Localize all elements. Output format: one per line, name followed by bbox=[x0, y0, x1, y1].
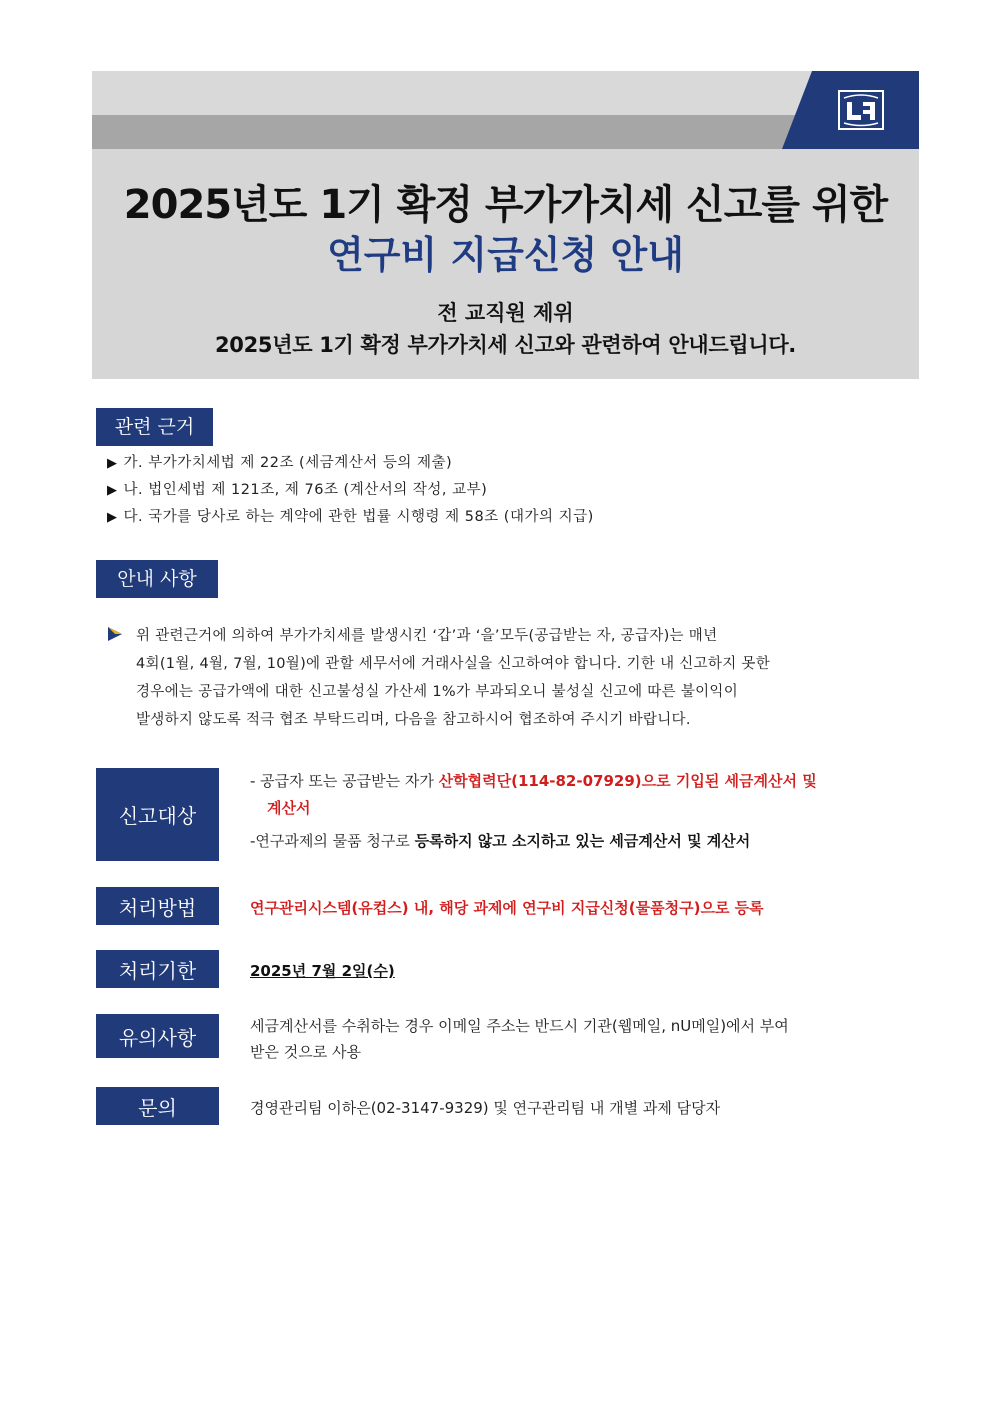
label-caution: 유의사항 bbox=[96, 1014, 219, 1058]
target-line1-cont: 계산서 bbox=[267, 799, 311, 817]
target-line1: - 공급자 또는 공급받는 자가 산학협력단(114-82-07929)으로 기입된 세금계산서 및 bbox=[250, 772, 817, 790]
caution-line1: 세금계산서를 수취하는 경우 이메일 주소는 반드시 기관(웹메일, nU메일)에서 부여 bbox=[250, 1017, 789, 1035]
intro-text: 2025년도 1기 확정 부가가치세 신고와 관련하여 안내드립니다. bbox=[215, 333, 796, 357]
page-title-highlight: 연구비 지급신청 안내 bbox=[327, 233, 684, 277]
header-banner bbox=[92, 71, 919, 379]
label-report-target: 신고대상 bbox=[96, 768, 219, 861]
notice-paragraph: 위 관련근거에 의하여 부가가치세를 발생시킨 ‘갑’과 ‘을’모두(공급받는 자, 공급자)는 매년 4회(1월, 4월, 7월, 10월)에 관할 세무서에 거래사실을 신고하여야 합니다. 기한 내 신고하지 못한 경우에는 공급가액에 대한 신고불성실 가산세 1%가 부과되오니 불성실 신고에 따른 불이익이 발생하지 않도록 적극 협조 부탁드리며, 다음을 참고하시어 협조하여 주시기 바랍니다. bbox=[136, 628, 771, 728]
greeting: 전 교직원 제위 bbox=[437, 301, 574, 325]
bullet-arrow-icon: ▶ bbox=[107, 483, 118, 498]
deadline-text: 2025년 7월 2일(수) bbox=[250, 962, 395, 980]
page-title: 2025년도 1기 확정 부가가치세 신고를 위한 bbox=[123, 182, 888, 228]
bullet-arrow-icon: ▶ bbox=[107, 456, 118, 471]
reference-item: ▶ 가. 부가가치세법 제 22조 (세금계산서 등의 제출) bbox=[107, 455, 453, 471]
caution-line2: 받은 것으로 사용 bbox=[250, 1043, 361, 1061]
label-contact: 문의 bbox=[96, 1087, 219, 1125]
bullet-arrow-icon: ▶ bbox=[107, 510, 118, 525]
section-label-references: 관련 근거 bbox=[96, 408, 213, 446]
label-process-method: 처리방법 bbox=[96, 887, 219, 925]
reference-item: ▶ 나. 법인세법 제 121조, 제 76조 (계산서의 작성, 교부) bbox=[107, 482, 488, 498]
contact-text: 경영관리팀 이하은(02-3147-9329) 및 연구관리팀 내 개별 과제 담당자 bbox=[250, 1099, 721, 1117]
notice-arrow-icon bbox=[107, 626, 123, 642]
process-method-text: 연구관리시스템(유컵스) 내, 해당 과제에 연구비 지급신청(물품청구)으로 등록 bbox=[250, 899, 764, 917]
label-deadline: 처리기한 bbox=[96, 950, 219, 988]
university-logo-icon bbox=[836, 88, 886, 132]
target-line2: -연구과제의 물품 청구로 등록하지 않고 소지하고 있는 세금계산서 및 계산서 bbox=[250, 832, 751, 850]
reference-item: ▶ 다. 국가를 당사로 하는 계약에 관한 법률 시행령 제 58조 (대가의 지급) bbox=[107, 509, 594, 525]
section-label-notice: 안내 사항 bbox=[96, 560, 218, 598]
